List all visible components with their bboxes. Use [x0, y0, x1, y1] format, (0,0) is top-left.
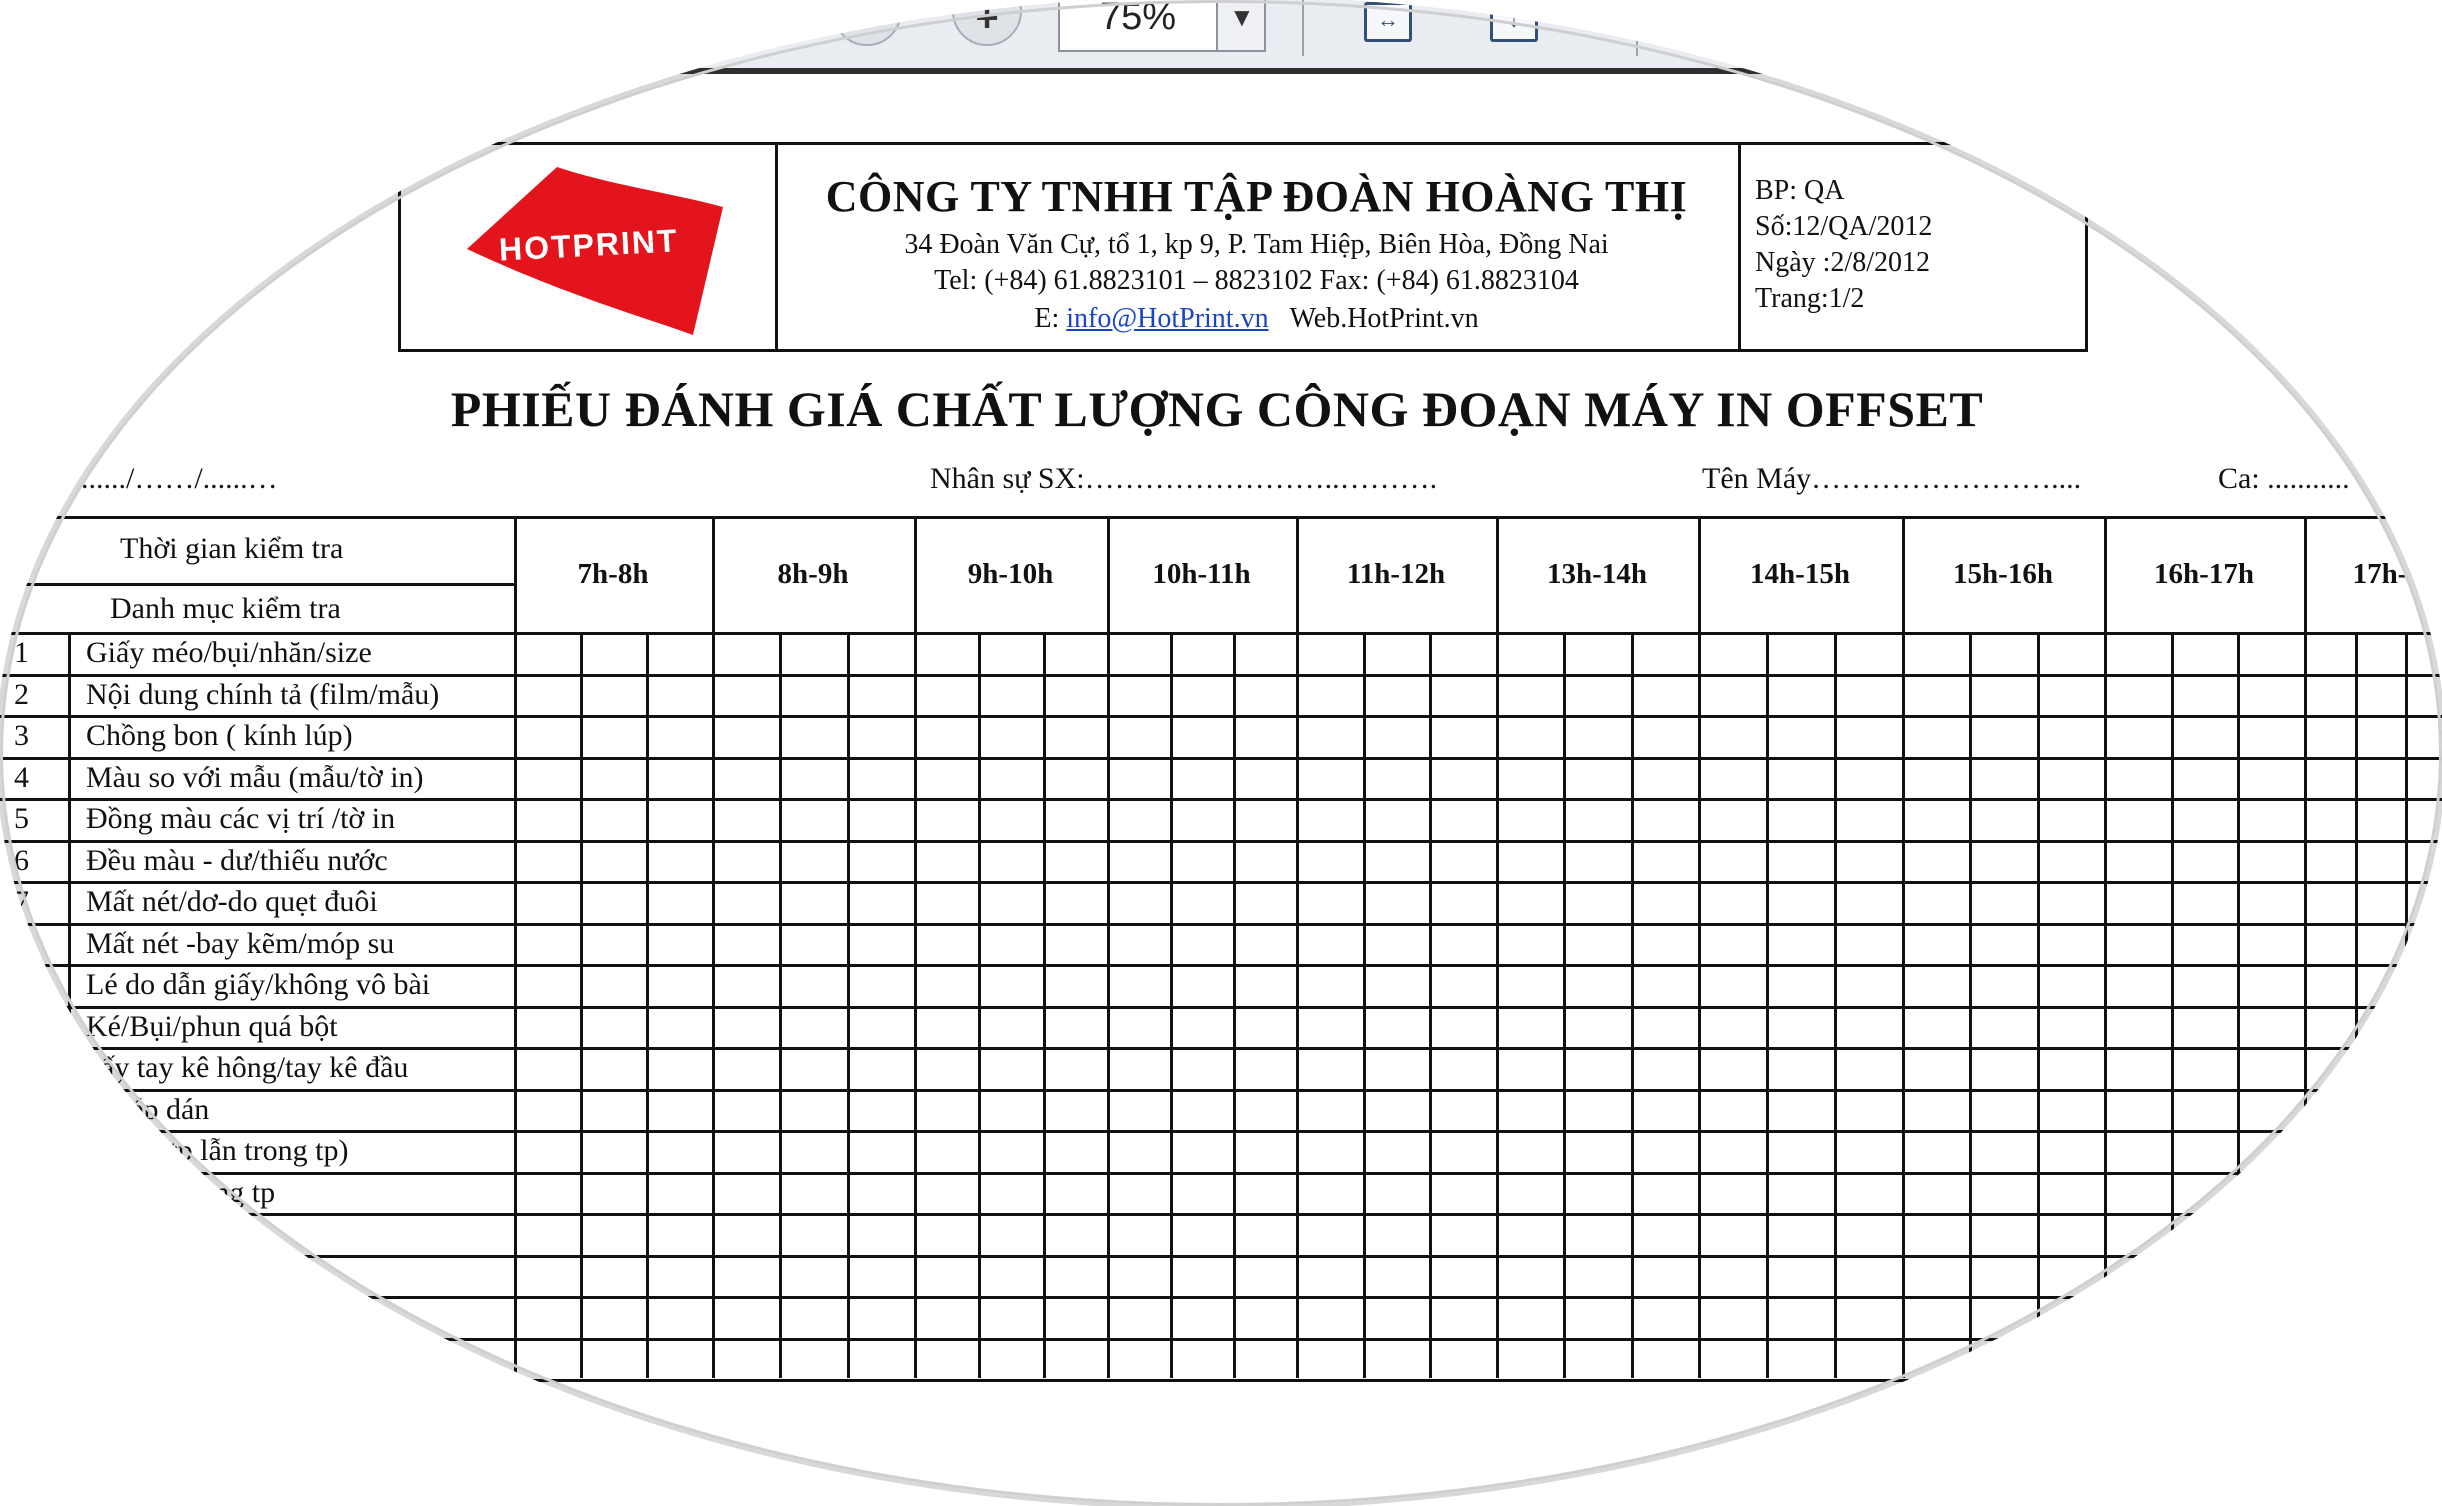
- row-number: 4: [14, 760, 29, 794]
- doc-page: Trang:1/2: [1755, 283, 1865, 314]
- row-divider: [0, 715, 2442, 718]
- time-slot-label: 15h-16h: [1953, 558, 2053, 590]
- company-header: [398, 142, 2088, 352]
- row-divider: [0, 1338, 2442, 1341]
- staff-field: Nhân sự SX:……………………..……….: [930, 462, 1438, 495]
- row-criterion: đạt: [86, 1300, 123, 1333]
- row-divider: [0, 757, 2442, 760]
- time-slot-label: 14h-15h: [1750, 558, 1850, 590]
- check-subcolumn-divider: [2405, 632, 2408, 1378]
- time-slot-label: 16h-17h: [2154, 558, 2254, 590]
- header-time-label: Thời gian kiểm tra: [120, 532, 344, 565]
- row-criterion: a mép dán: [86, 1092, 210, 1126]
- row-criterion: n (bán tp lẫn trong tp): [86, 1134, 349, 1167]
- date-field: . ....../……/......…: [66, 462, 278, 495]
- toolbar-divider: [1302, 0, 1304, 56]
- row-divider: [0, 1213, 2442, 1216]
- zoom-value: 75%: [1100, 0, 1177, 38]
- check-subcolumn-divider: [2237, 632, 2240, 1378]
- slot-divider: [1496, 516, 1499, 1378]
- row-criterion: Đồng màu các vị trí /tờ in: [86, 802, 396, 835]
- logo-text: HOTPRINT: [498, 222, 680, 268]
- zoom-in-icon: +: [975, 0, 999, 40]
- time-slot-label: 10h-11h: [1152, 558, 1251, 590]
- dropdown-arrow-icon: ▼: [1229, 2, 1255, 32]
- company-name: CÔNG TY TNHH TẬP ĐOÀN HOÀNG THỊ: [825, 172, 1688, 221]
- check-subcolumn-divider: [580, 632, 583, 1378]
- row-criterion: háp lẫn trong tp: [86, 1175, 276, 1209]
- zoom-out-icon: –: [855, 0, 879, 40]
- zoom-select[interactable]: [1058, 0, 1266, 52]
- row-criterion: Mất nét/dơ-do quẹt đuôi: [86, 885, 378, 918]
- row-divider: [0, 1130, 2442, 1133]
- row-divider: [0, 1047, 2442, 1050]
- check-subcolumn-divider: [1429, 632, 1432, 1378]
- row-number: 5: [14, 802, 29, 835]
- header-bottom-border: [0, 632, 2442, 635]
- row-criterion: hấy tay kê hông/tay kê đầu: [86, 1051, 409, 1084]
- row-criterion: Màu so với mẫu (mẫu/tờ in): [86, 760, 424, 794]
- company-address: 34 Đoàn Văn Cự, tổ 1, kp 9, P. Tam Hiệp, Biên Hòa, Đồng Nai: [904, 229, 1609, 260]
- check-subcolumn-divider: [2355, 632, 2358, 1378]
- machine-field: Tên Máy……………………....: [1702, 462, 2082, 495]
- zoom-in-button[interactable]: [952, 0, 1022, 46]
- check-subcolumn-divider: [1233, 632, 1236, 1378]
- check-subcolumn-divider: [779, 632, 782, 1378]
- check-subcolumn-divider: [646, 632, 649, 1378]
- row-divider: [0, 1379, 2442, 1382]
- label-column-divider: [514, 516, 517, 1378]
- row-criterion: Ké/Bụi/phun quá bột: [86, 1009, 338, 1043]
- row-divider: [0, 923, 2442, 926]
- row-number: 1: [14, 636, 29, 669]
- check-subcolumn-divider: [1631, 632, 1634, 1378]
- row-divider: [0, 1089, 2442, 1092]
- slot-divider: [1107, 516, 1110, 1378]
- time-slot-label: 13h-14h: [1547, 558, 1647, 590]
- row-divider: [0, 881, 2442, 884]
- row-criterion: Giấy méo/bụi/nhăn/size: [86, 636, 372, 669]
- header-items-label: Danh mục kiểm tra: [110, 592, 341, 625]
- row-divider: [0, 964, 2442, 967]
- row-number: 3: [14, 719, 29, 752]
- slot-divider: [1296, 516, 1299, 1378]
- doc-number: Số:12/QA/2012: [1755, 211, 1933, 242]
- time-slot-label: 9h-10h: [967, 558, 1054, 590]
- check-subcolumn-divider: [2037, 632, 2040, 1378]
- slot-divider: [2304, 516, 2307, 1378]
- zoom-out-button[interactable]: [832, 0, 902, 46]
- check-subcolumn-divider: [1363, 632, 1366, 1378]
- table-top-border: [0, 516, 2442, 519]
- row-criterion: mặt/tờ sau: [86, 1258, 212, 1292]
- check-subcolumn-divider: [1969, 632, 1972, 1378]
- download-button[interactable]: [1490, 2, 1538, 42]
- slot-divider: [712, 516, 715, 1378]
- doc-date: Ngày :2/8/2012: [1755, 247, 1930, 278]
- check-subcolumn-divider: [1766, 632, 1769, 1378]
- email-link[interactable]: info@HotPrint.vn: [1066, 303, 1269, 334]
- slot-divider: [1698, 516, 1701, 1378]
- toolbar-divider: [1636, 0, 1638, 56]
- row-divider: [0, 1006, 2442, 1009]
- logo-cell: [401, 145, 778, 349]
- company-contact: [775, 303, 1738, 335]
- download-icon: ↓: [1508, 7, 1520, 32]
- check-subcolumn-divider: [1170, 632, 1173, 1378]
- slot-divider: [1902, 516, 1905, 1378]
- time-slot-label: 11h-12h: [1346, 558, 1446, 590]
- pdf-toolbar: [0, 0, 2438, 74]
- time-slot-label: 7h-8h: [577, 558, 649, 590]
- doc-dept: BP: QA: [1755, 175, 1845, 206]
- row-divider: [0, 1172, 2442, 1175]
- row-criterion: đg bon/chiều: [86, 1217, 242, 1250]
- company-phone-fax: Tel: (+84) 61.8823101 – 8823102 Fax: (+84) 61.8823104: [934, 265, 1579, 296]
- row-criterion: Nội dung chính tả (film/mẫu): [86, 677, 440, 711]
- row-criterion: Chồng bon ( kính lúp): [86, 719, 353, 752]
- row-criterion: Mất nét -bay kẽm/móp su: [86, 926, 395, 960]
- header-divider: [0, 583, 514, 586]
- check-subcolumn-divider: [978, 632, 981, 1378]
- zoom-dropdown-button[interactable]: [1216, 0, 1264, 50]
- row-divider: [0, 674, 2442, 677]
- row-divider: [0, 1296, 2442, 1299]
- fit-width-button[interactable]: [1364, 2, 1412, 42]
- shift-field: Ca: ...........: [2218, 462, 2350, 495]
- row-criterion: Lé do dẫn giấy/không vô bài: [86, 968, 431, 1001]
- website: Web.HotPrint.vn: [1289, 303, 1479, 334]
- fit-width-icon: ↔: [1377, 7, 1399, 32]
- check-subcolumn-divider: [847, 632, 850, 1378]
- number-column-divider: [68, 632, 71, 1378]
- row-number: 7: [14, 885, 29, 918]
- check-subcolumn-divider: [1043, 632, 1046, 1378]
- time-slot-label: 17h-: [2352, 558, 2408, 590]
- row-criterion: Đều màu - dư/thiếu nước: [86, 843, 388, 877]
- check-subcolumn-divider: [1834, 632, 1837, 1378]
- form-title: PHIẾU ĐÁNH GIÁ CHẤT LƯỢNG CÔNG ĐOẠN MÁY IN OFFSET: [450, 381, 1984, 437]
- slot-divider: [2104, 516, 2107, 1378]
- check-subcolumn-divider: [1563, 632, 1566, 1378]
- slot-divider: [914, 516, 917, 1378]
- row-number: 2: [14, 677, 29, 711]
- email-label: E:: [1034, 303, 1060, 334]
- row-number: 6: [14, 843, 29, 877]
- row-divider: [0, 798, 2442, 801]
- row-divider: [0, 1255, 2442, 1258]
- time-slot-label: 8h-9h: [777, 558, 849, 590]
- check-subcolumn-divider: [2171, 632, 2174, 1378]
- row-divider: [0, 840, 2442, 843]
